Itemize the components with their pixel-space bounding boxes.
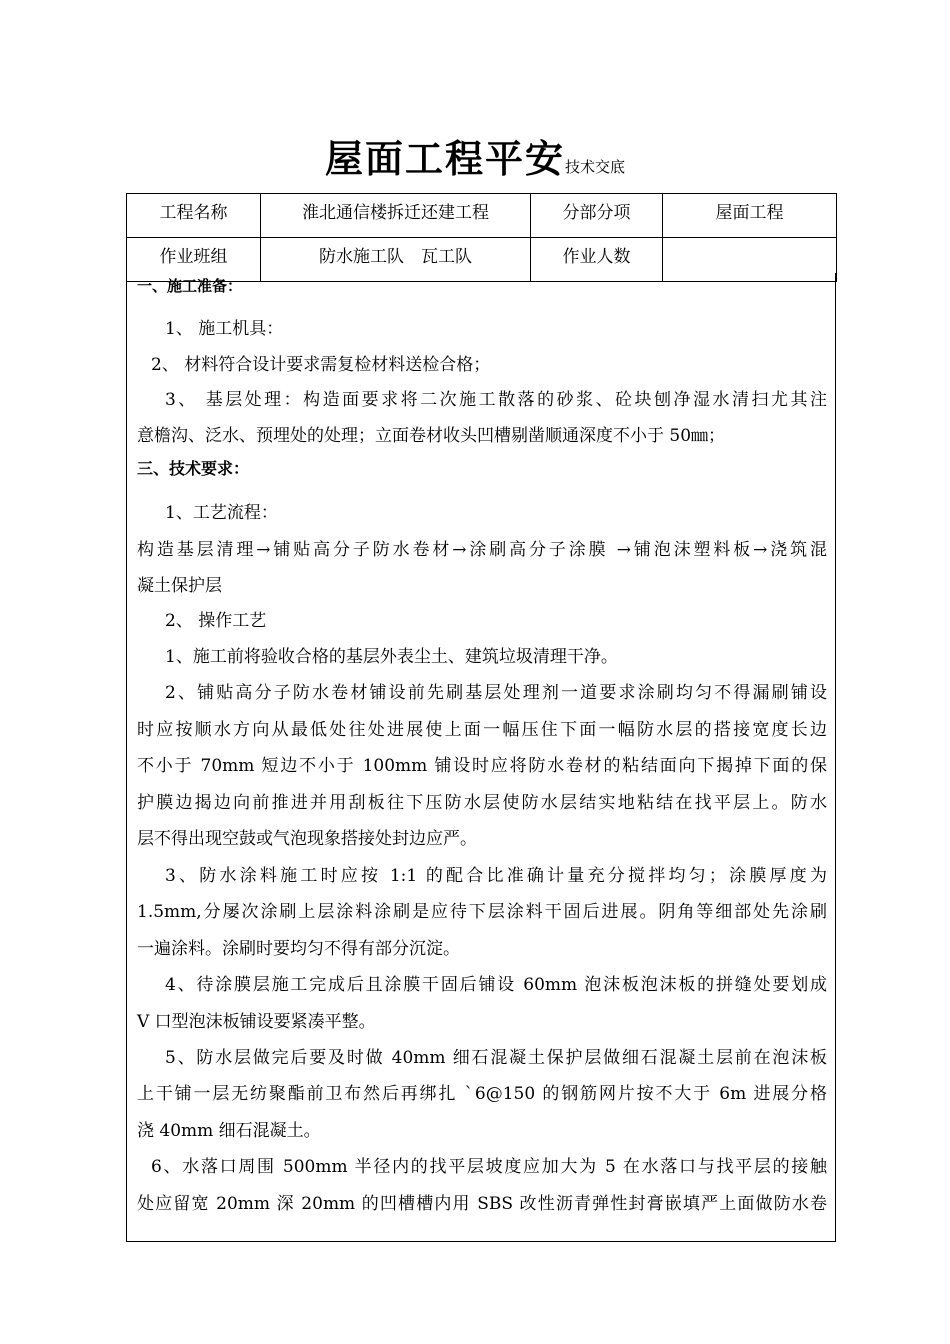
para2-line1: 2、铺贴高分子防水卷材铺设前先刷基层处理剂一道要求涂刷均匀不得漏刷铺设 <box>165 683 827 703</box>
s1-item3-line2: 意檐沟、泛水、预埋处的处理；立面卷材收头凹槽剔凿顺通深度不小于 50㎜； <box>137 426 726 446</box>
para2-line5: 层不得出现空鼓或气泡现象搭接处封边应严。 <box>137 829 477 849</box>
header-row-1 <box>127 194 837 238</box>
team-value: 防水施工队 瓦工队 <box>261 238 531 282</box>
para3-line2: 1.5mm,分屡次涂刷上层涂料涂刷是应待下层涂料干固后进展。阴角等细部处先涂刷 <box>137 902 827 922</box>
para3-line3: 一遍涂料。涂刷时要均匀不得有部分沉淀。 <box>137 939 460 959</box>
para5-line3: 浇 40mm 细石混凝土。 <box>137 1121 321 1141</box>
s1-item2: 2、 材料符合设计要求需复检材料送检合格； <box>151 355 491 375</box>
s3-flow-title: 1、工艺流程： <box>165 503 278 523</box>
para5-line2: 上干铺一层无纺聚酯前卫布然后再绑扎 ˋ6@150 的钢筋网片按不大于 6m 进展分格 <box>137 1084 827 1104</box>
workers-label: 作业人数 <box>531 238 663 282</box>
para3-line1: 3、防水涂料施工时应按 1:1 的配合比准确计量充分搅拌均匀；涂膜厚度为 <box>165 866 827 886</box>
section3-heading: 三、技术要求： <box>137 459 250 478</box>
para5-line1: 5、防水层做完后要及时做 40mm 细石混凝土保护层做细石混凝土层前在泡沫板 <box>165 1048 827 1068</box>
title-sub: 技术交底 <box>565 158 626 176</box>
para1: 1、施工前将验收合格的基层外表尘土、建筑垃圾清理干净。 <box>165 647 618 667</box>
s3-flow-line2: 凝土保护层 <box>137 576 222 596</box>
para2-line4: 护膜边揭边向前推进并用刮板往下压防水层使防水层结实地粘结在找平层上。防水 <box>137 793 827 813</box>
team-label: 作业班组 <box>127 238 261 282</box>
document-title <box>0 128 950 183</box>
project-name-value: 淮北通信楼拆迁还建工程 <box>261 194 531 238</box>
s3-op-title: 2、 操作工艺 <box>165 611 267 631</box>
division-label: 分部分项 <box>531 194 663 238</box>
para2-line2: 时应按顺水方向从最低处往处进展使上面一幅压住下面一幅防水层的搭接宽度长边 <box>137 720 827 740</box>
para6-line1: 6、水落口周围 500mm 半径内的找平层坡度应加大为 5 在水落口与找平层的接触 <box>151 1157 827 1177</box>
para2-line3: 不小于 70mm 短边不小于 100mm 铺设时应将防水卷材的粘结面向下揭掉下面的保 <box>137 756 827 776</box>
title-main: 屋面工程平安 <box>324 136 565 181</box>
section1-heading: 一、施工准备： <box>137 277 243 295</box>
content-box <box>126 273 836 1242</box>
para4-line1: 4、待涂膜层施工完成后且涂膜干固后铺设 60mm 泡沫板泡沫板的拼缝处要划成 <box>165 975 827 995</box>
division-value: 屋面工程 <box>663 194 837 238</box>
s1-item1: 1、 施工机具： <box>165 319 284 339</box>
s3-flow-line1: 构造基层清理→铺贴高分子防水卷材→涂刷高分子涂膜 →铺泡沫塑料板→浇筑混 <box>137 540 827 560</box>
para6-line2: 处应留宽 20mm 深 20mm 的凹槽槽内用 SBS 改性沥青弹性封膏嵌填严上面做防水卷 <box>137 1194 827 1214</box>
s1-item3-line1: 3、 基层处理：构造面要求将二次施工散落的砂浆、砼块刨净湿水清扫尤其注 <box>165 390 827 410</box>
header-table <box>126 193 837 282</box>
para4-line2: V 口型泡沫板铺设要紧凑平整。 <box>137 1012 376 1032</box>
project-name-label: 工程名称 <box>127 194 261 238</box>
